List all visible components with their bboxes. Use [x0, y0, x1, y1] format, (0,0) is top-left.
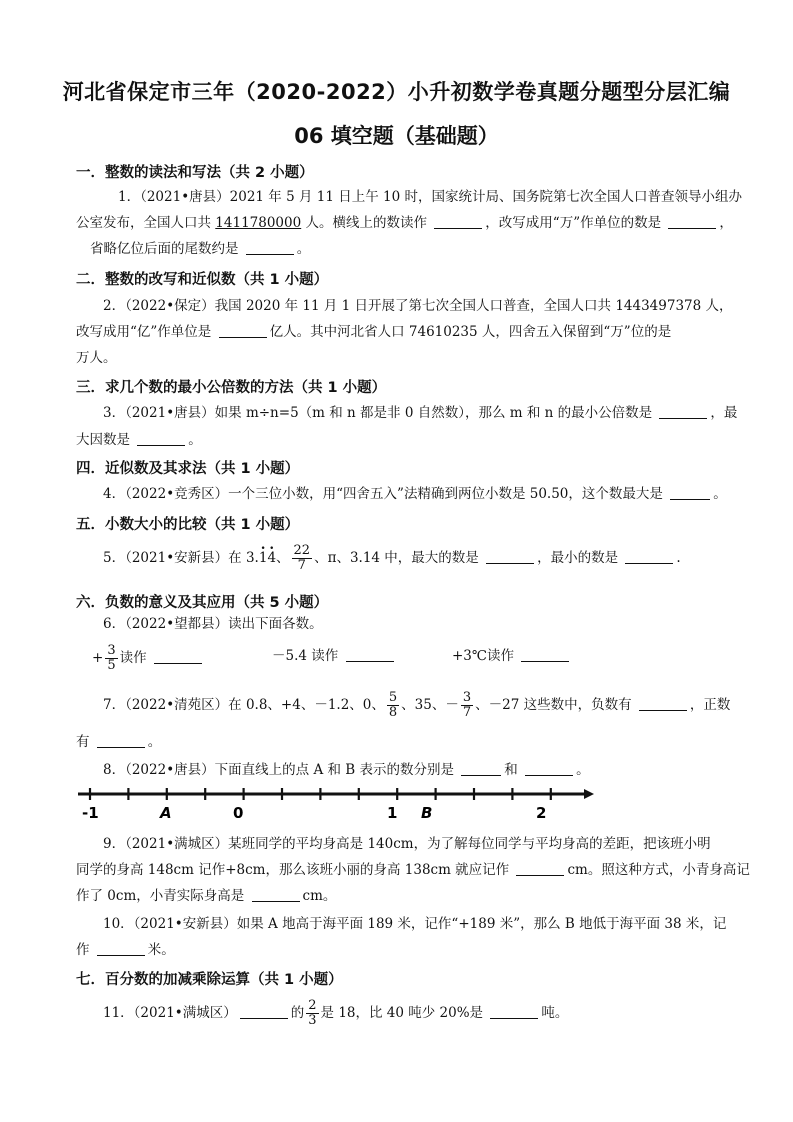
q9-line-3 [76, 886, 336, 906]
q5-fraction [292, 544, 313, 573]
q1-text: ，改写成用“万”作单位的数是 [485, 215, 666, 231]
page-title: 河北省保定市三年（2020-2022）小升初数学卷真题分题型分层汇编 [62, 80, 731, 104]
q3-line-2 [76, 430, 202, 450]
q5-text: 5．（2021•安新县）在 [103, 550, 246, 566]
q7-fraction-1 [387, 691, 399, 720]
q11-text: 是 18，比 40 吨少 20%是 [320, 1005, 488, 1021]
section-heading-2: 二．整数的改写和近似数（共 1 小题） [76, 272, 329, 288]
q11-text: 11．（2021•满城区） [103, 1005, 237, 1021]
q11-answer-blank-2[interactable] [490, 1004, 538, 1019]
q4-text: 4．（2022•竞秀区）一个三位小数，用“四舍五入”法精确到两位小数是 50.50，这个数最大是 [103, 486, 668, 502]
page-subtitle: 06 填空题（基础题） [294, 124, 499, 148]
section-heading-4: 四．近似数及其求法（共 1 小题） [76, 461, 300, 477]
q6-item-2 [272, 646, 397, 666]
q4-answer-blank[interactable] [670, 485, 710, 500]
section-heading-5: 五．小数大小的比较（共 1 小题） [76, 517, 300, 533]
section-heading-7: 七．百分数的加减乘除运算（共 1 小题） [76, 972, 343, 988]
q6-answer-blank-3[interactable] [521, 647, 569, 662]
q11-text: 吨。 [541, 1005, 569, 1021]
q7-fraction-1-numerator: 5 [388, 690, 398, 705]
q7-text: 、－27 这些数中，负数有 [475, 697, 636, 713]
q1-answer-blank-2[interactable] [668, 214, 716, 229]
q10-text: 米。 [147, 942, 175, 958]
q7-fraction-1-denominator: 8 [388, 705, 398, 720]
q6-text: +3℃读作 [452, 648, 519, 664]
q5-repeating-decimal-int: 3. [245, 550, 259, 566]
number-line-label-1: 1 [387, 804, 398, 822]
q3-answer-blank-1[interactable] [659, 404, 707, 419]
q2-line-2 [76, 322, 671, 342]
section-heading-6: 六．负数的意义及其应用（共 5 小题） [76, 595, 329, 611]
q6-fraction-denominator: 5 [107, 658, 116, 673]
q5-repeating-digit-1: . 1 [259, 543, 268, 573]
q6-fraction-numerator: 3 [107, 643, 116, 658]
q8-text: 和 [504, 762, 523, 778]
q10-line-2 [76, 940, 175, 960]
q1-text: ， [719, 215, 733, 231]
q6-answer-blank-1[interactable] [154, 649, 202, 664]
q7-text: 、35、－ [401, 697, 459, 713]
q7-text: 7．（2022•清苑区）在 0.8、+4、－1.2、0、 [103, 697, 385, 713]
q6-text: 读作 [119, 650, 151, 666]
q10-answer-blank[interactable] [97, 941, 145, 956]
q10-text: 10．（2021•安新县）如果 A 地高于海平面 189 米，记作“+189 米”，那么 B 地低于海平面 38 米，记 [103, 916, 727, 932]
number-line-arrow-icon [584, 789, 594, 799]
q6-text: 6．（2022•望都县）读出下面各数。 [103, 616, 323, 632]
q6-fraction [105, 644, 117, 673]
q6-answer-blank-2[interactable] [346, 647, 394, 662]
q2-answer-blank-1[interactable] [219, 323, 267, 338]
q9-text: 作了 0cm，小青实际身高是 [76, 888, 249, 904]
number-line-figure [76, 786, 596, 822]
q6-item-1 [92, 643, 205, 673]
q1-underlined-number: 1411780000 [215, 215, 302, 231]
q5-fraction-denominator: 7 [297, 558, 306, 573]
q3-text: 3．（2021•唐县）如果 m÷n=5（m 和 n 都是非 0 自然数），那么 m 和 n 的最小公倍数是 [103, 405, 657, 421]
q2-text: 亿人。其中河北省人口 74610235 人，四舍五入保留到“万”位的是 [269, 324, 672, 340]
q7-answer-blank-2[interactable] [97, 733, 145, 748]
q7-text: 有 [76, 734, 94, 750]
q6-text: －5.4 读作 [272, 648, 343, 664]
section-heading-3: 三．求几个数的最小公倍数的方法（共 1 小题） [76, 380, 387, 396]
number-line-label-2: 2 [536, 804, 547, 822]
q8-line-1 [103, 760, 590, 780]
q11-fraction-denominator: 3 [308, 1013, 317, 1028]
q7-fraction-2 [461, 691, 473, 720]
q1-line-2 [76, 213, 733, 233]
q5-text: ，最小的数是 [537, 550, 623, 566]
q9-answer-blank-1[interactable] [516, 861, 564, 876]
number-line-label-A: A [160, 804, 172, 822]
q5-line-1 [103, 543, 681, 573]
q11-line-1 [103, 998, 568, 1028]
q8-text: 8．（2022•唐县）下面直线上的点 A 和 B 表示的数分别是 [103, 762, 459, 778]
q2-text: 万人。 [76, 350, 117, 366]
q1-text: 。 [296, 241, 311, 257]
q5-fraction-numerator: 22 [293, 543, 311, 558]
q8-answer-blank-2[interactable] [525, 761, 573, 776]
q5-answer-blank-2[interactable] [625, 549, 673, 564]
section-heading-1: 一．整数的读法和写法（共 2 小题） [76, 165, 314, 181]
q5-text: 、π、3.14 中，最大的数是 [314, 550, 484, 566]
q2-line-1 [103, 296, 733, 316]
q9-line-2 [76, 860, 750, 880]
q4-text: 。 [713, 486, 727, 502]
q1-line-3 [90, 239, 310, 259]
q1-answer-blank-1[interactable] [434, 214, 482, 229]
q5-text: . [676, 550, 681, 566]
q3-answer-blank-2[interactable] [137, 431, 185, 446]
q1-text: 1．（2021•唐县）2021 年 5 月 11 日上午 10 时，国家统计局、国务院第七次全国人口普查领导小组办 [118, 189, 742, 205]
q10-text: 作 [76, 942, 94, 958]
q2-text: 2．（2022•保定）我国 2020 年 11 月 1 日开展了第七次全国人口普查，全国人口共 1443497378 人， [103, 298, 733, 314]
q9-text: 9．（2021•满城区）某班同学的平均身高是 140cm，为了解每位同学与平均身高的差距，把该班小明 [103, 836, 711, 852]
q2-line-3 [76, 348, 117, 368]
q1-line-1 [118, 187, 742, 207]
q7-answer-blank-1[interactable] [639, 696, 687, 711]
q9-text: cm。照这种方式，小青身高记 [567, 862, 750, 878]
q3-text: ，最 [710, 405, 738, 421]
q9-text: cm。 [302, 888, 337, 904]
q8-text: 。 [576, 762, 590, 778]
q2-text: 改写成用“亿”作单位是 [76, 324, 216, 340]
number-line-label-minus1: -1 [82, 804, 99, 822]
q8-answer-blank-1[interactable] [461, 761, 501, 776]
q9-answer-blank-2[interactable] [252, 887, 300, 902]
q9-text: 同学的身高 148cm 记作+8cm，那么该班小丽的身高 138cm 就应记作 [76, 862, 514, 878]
q11-answer-blank-1[interactable] [240, 1004, 288, 1019]
q6-sign: + [92, 650, 104, 666]
q3-text: 大因数是 [76, 432, 135, 448]
q6-item-3 [452, 646, 572, 666]
q5-text: 、 [276, 550, 290, 566]
q9-line-1 [103, 834, 711, 854]
q5-answer-blank-1[interactable] [486, 549, 534, 564]
q11-fraction-numerator: 2 [308, 998, 317, 1013]
q4-line-1 [103, 484, 727, 504]
q7-fraction-2-numerator: 3 [462, 690, 472, 705]
q11-text: 的 [290, 1005, 305, 1021]
number-line-label-0: 0 [233, 804, 244, 822]
q1-answer-blank-3[interactable] [246, 240, 294, 255]
q1-text: 公室发布，全国人口共 [76, 215, 216, 231]
q6-line-1 [103, 614, 323, 634]
q7-text: ，正数 [689, 697, 731, 713]
q7-line-2 [76, 732, 161, 752]
q7-fraction-2-denominator: 7 [462, 705, 472, 720]
number-line-label-B: B [421, 804, 433, 822]
q7-text: 。 [147, 734, 162, 750]
q10-line-1 [103, 914, 726, 934]
q3-line-1 [103, 403, 737, 423]
q7-line-1 [103, 690, 730, 720]
q11-fraction [306, 999, 318, 1028]
q1-text: 人。横线上的数读作 [301, 215, 432, 231]
q5-repeating-digit-2: . 4 [267, 543, 276, 573]
q3-text: 。 [188, 432, 202, 448]
q1-text: 省略亿位后面的尾数约是 [90, 241, 243, 257]
